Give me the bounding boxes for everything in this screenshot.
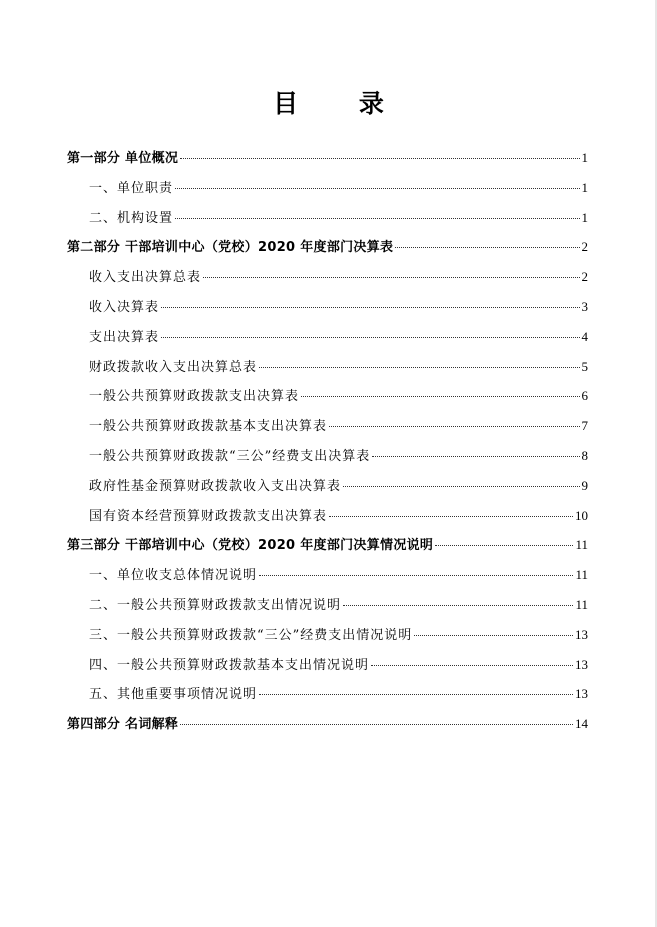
dot-leader [301, 396, 579, 397]
toc-entry-label: 支出决算表 [89, 329, 160, 345]
toc-subsection-entry[interactable] [67, 501, 588, 531]
toc-subsection-entry[interactable] [67, 292, 588, 322]
toc-subsection-entry[interactable] [67, 441, 588, 471]
toc-entry-page-number: 10 [575, 507, 588, 523]
toc-subsection-entry[interactable] [67, 471, 588, 501]
toc-subsection-entry[interactable] [67, 650, 588, 680]
toc-entry-label: 第四部分 名词解释 [67, 717, 179, 733]
toc-subsection-entry[interactable] [67, 203, 588, 233]
toc-section-entry[interactable] [67, 709, 588, 739]
toc-entry-page-number: 5 [581, 358, 588, 374]
toc-entry-label: 第三部分 干部培训中心（党校）2020 年度部门决算情况说明 [67, 538, 434, 554]
toc-entry-page-number: 3 [581, 298, 588, 314]
page-title: 目 录 [273, 89, 410, 118]
toc-entry-label: 一、单位收支总体情况说明 [89, 568, 258, 584]
toc-subsection-entry[interactable] [67, 352, 588, 382]
toc-section-entry[interactable] [67, 232, 588, 262]
dot-leader [371, 665, 573, 666]
toc-entry-page-number: 7 [581, 418, 588, 434]
dot-leader [180, 158, 579, 159]
toc-subsection-entry[interactable] [67, 173, 588, 203]
dot-leader [175, 218, 579, 219]
toc-subsection-entry[interactable] [67, 381, 588, 411]
toc-entry-page-number: 13 [575, 656, 588, 672]
toc-entry-label: 第一部分 单位概况 [67, 151, 179, 166]
toc-subsection-entry[interactable] [67, 679, 588, 709]
toc-entry-page-number: 11 [575, 567, 588, 583]
dot-leader [175, 188, 579, 189]
toc-entry-label: 国有资本经营预算财政拨款支出决算表 [89, 508, 328, 524]
dot-leader [329, 426, 579, 427]
dot-leader [329, 516, 573, 517]
toc-entry-page-number: 13 [575, 626, 588, 642]
toc-entry-page-number: 2 [581, 269, 588, 285]
toc-entry-page-number: 2 [581, 239, 588, 255]
toc-entry-page-number: 11 [575, 537, 588, 553]
toc-subsection-entry[interactable] [67, 262, 588, 292]
toc-entry-label: 三、一般公共预算财政拨款“三公”经费支出情况说明 [89, 627, 413, 643]
dot-leader [395, 247, 579, 248]
toc-entry-page-number: 4 [581, 328, 588, 344]
toc-entry-page-number: 14 [575, 716, 588, 732]
dot-leader [259, 367, 579, 368]
toc-entry-label: 二、一般公共预算财政拨款支出情况说明 [89, 597, 342, 613]
dot-leader [372, 456, 579, 457]
dot-leader [259, 694, 573, 695]
toc-entry-label: 一般公共预算财政拨款基本支出决算表 [89, 419, 328, 435]
toc-entry-label: 四、一般公共预算财政拨款基本支出情况说明 [89, 657, 370, 673]
dot-leader [180, 724, 573, 725]
toc-subsection-entry[interactable] [67, 590, 588, 620]
dot-leader [414, 635, 573, 636]
toc-entry-label: 收入决算表 [89, 299, 160, 315]
toc-entry-label: 财政拨款收入支出决算总表 [89, 359, 258, 375]
dot-leader [343, 486, 579, 487]
table-of-contents [67, 143, 588, 739]
toc-entry-page-number: 6 [581, 388, 588, 404]
toc-entry-page-number: 1 [581, 150, 588, 165]
toc-entry-label: 政府性基金预算财政拨款收入支出决算表 [89, 478, 342, 494]
toc-section-entry[interactable] [67, 143, 588, 173]
toc-entry-label: 一般公共预算财政拨款“三公”经费支出决算表 [89, 448, 371, 464]
toc-entry-page-number: 11 [575, 596, 588, 612]
toc-entry-label: 五、其他重要事项情况说明 [89, 687, 258, 703]
dot-leader [161, 337, 579, 338]
dot-leader [203, 277, 579, 278]
toc-subsection-entry[interactable] [67, 620, 588, 650]
toc-entry-page-number: 13 [575, 686, 588, 702]
toc-entry-page-number: 1 [581, 209, 588, 225]
toc-section-entry[interactable] [67, 530, 588, 560]
toc-entry-label: 一、单位职责 [89, 180, 174, 196]
toc-entry-page-number: 8 [581, 447, 588, 463]
toc-entry-label: 第二部分 干部培训中心（党校）2020 年度部门决算表 [67, 240, 394, 256]
toc-subsection-entry[interactable] [67, 560, 588, 590]
dot-leader [343, 605, 573, 606]
toc-subsection-entry[interactable] [67, 322, 588, 352]
toc-entry-label: 收入支出决算总表 [89, 270, 202, 286]
dot-leader [435, 545, 573, 546]
dot-leader [161, 307, 579, 308]
toc-subsection-entry[interactable] [67, 411, 588, 441]
toc-entry-page-number: 1 [581, 179, 588, 195]
toc-entry-page-number: 9 [581, 477, 588, 493]
toc-entry-label: 二、机构设置 [89, 210, 174, 226]
dot-leader [259, 575, 573, 576]
toc-entry-label: 一般公共预算财政拨款支出决算表 [89, 389, 300, 405]
